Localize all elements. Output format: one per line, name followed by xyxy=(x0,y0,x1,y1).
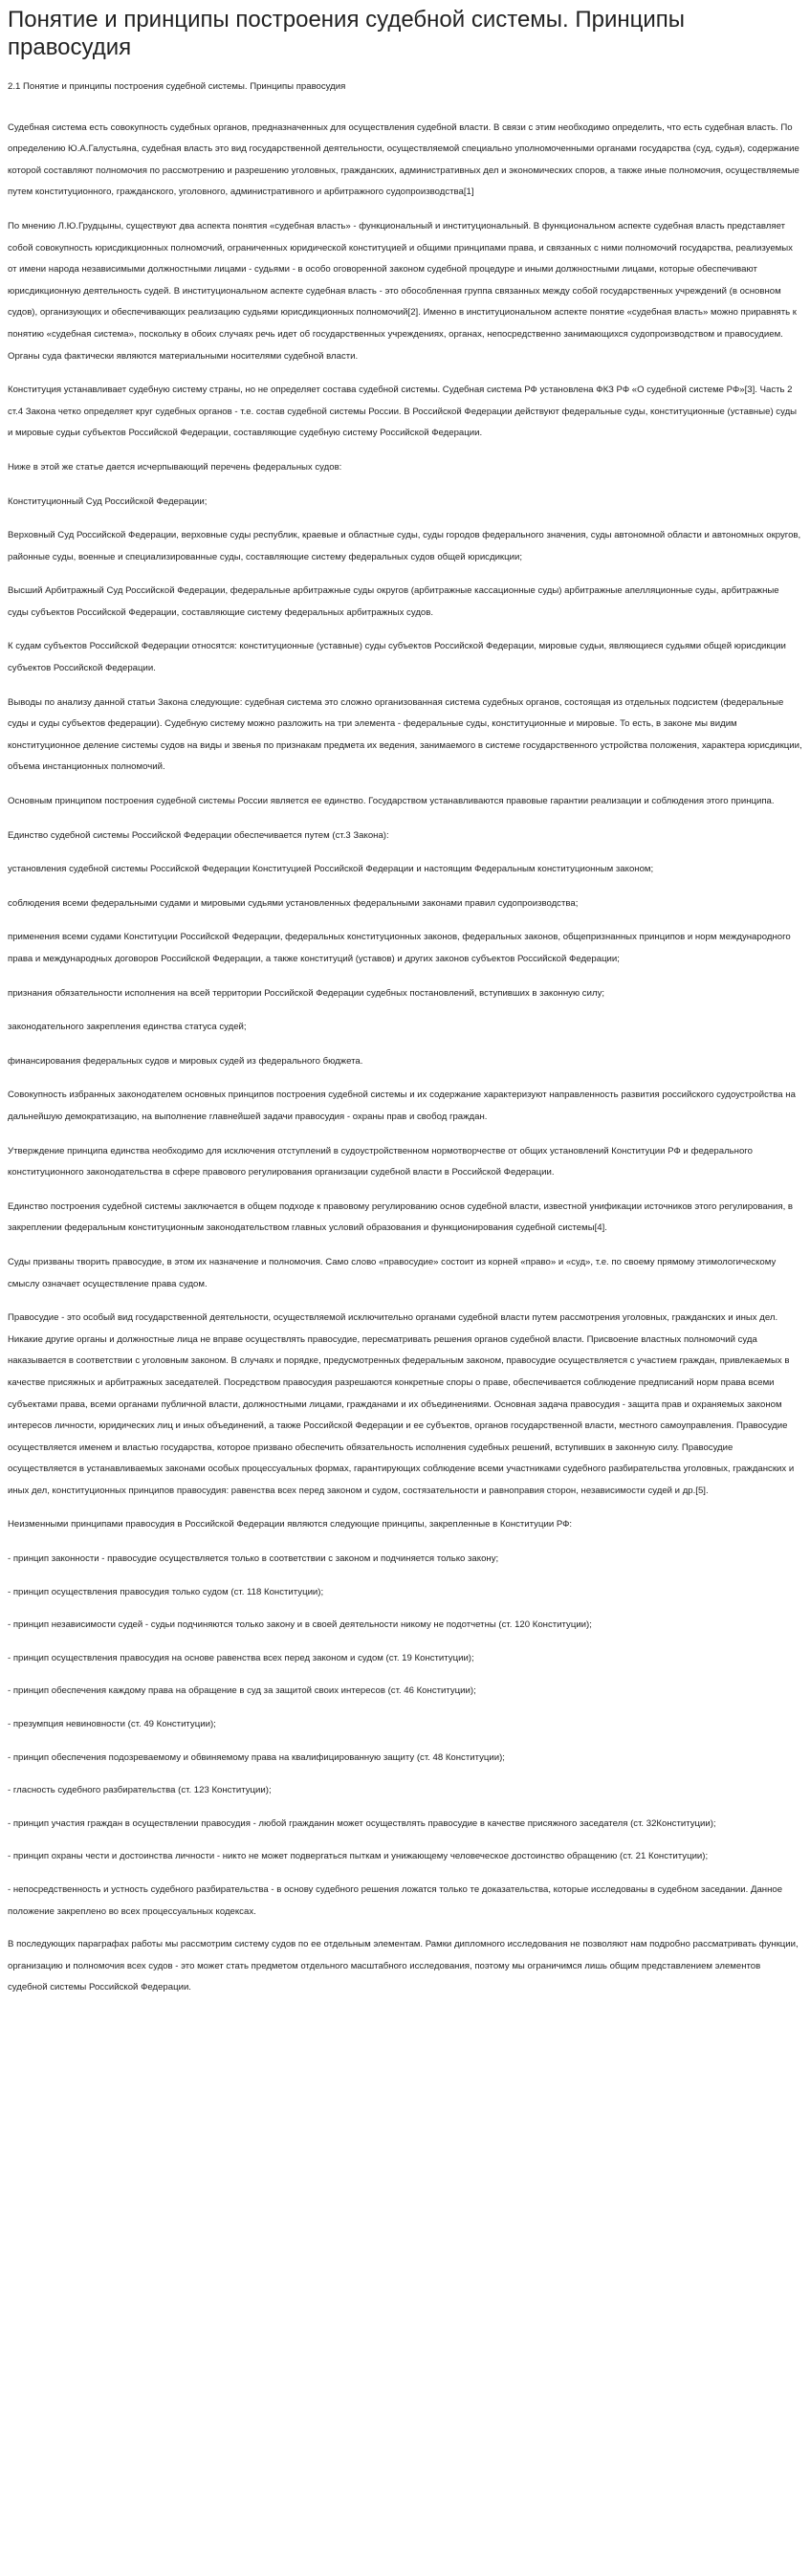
paragraph: По мнению Л.Ю.Грудцыны, существуют два аспекта понятия «судебная власть» - функциональный и институциональный. В функциональном аспекте судебная власть представляет собой совокупность юрисдикционных полномочий, ограниченных юридической конституцией и общими принципами права, и связанных с ними полномочий государства, реализуемых от имени народа независимыми должностными лицами - судьями - в особо оговоренной законом судебной процедуре и иными должностными лицами, которые обеспечивают юрисдикционную деятельность судей. В институциональном аспекте судебная власть - это обособленная группа связанных между собой государственных учреждений (в основном судов), организующих и обеспечивающих реализацию судьями юрисдикционных полномочий[2]. Именно в институциональном аспекте понятие «судебная власть» можно приравнять к понятию «судебная система», поскольку в обоих случаях речь идет об государственных учреждениях, органах, непосредственно занимающихся судопроизводством и правосудием. Органы суда фактически являются материальными носителями судебной власти. xyxy=(8,220,797,362)
paragraph: Ниже в этой же статье дается исчерпывающий перечень федеральных судов: xyxy=(8,461,342,473)
principle-item: - принцип осуществления правосудия только судом (ст. 118 Конституции); xyxy=(8,1586,324,1597)
paragraph: финансирования федеральных судов и мировых судей из федерального бюджета. xyxy=(8,1055,363,1067)
principle-item: - принцип независимости судей - судьи подчиняются только закону и в своей деятельности никому не подотчетны (ст. 120 Конституции); xyxy=(8,1619,592,1631)
paragraph: установления судебной системы Российской Федерации Конституцией Российской Федерации и настоящим Федеральным конституционным законом; xyxy=(8,864,654,875)
principle-item: - презумпция невиновности (ст. 49 Конституции); xyxy=(8,1719,216,1730)
paragraph: законодательного закрепления единства статуса судей; xyxy=(8,1022,247,1033)
paragraph: Высший Арбитражный Суд Российской Федерации, федеральные арбитражные суды округов (арбитражные кассационные суды) арбитражные апелляционные суды, арбитражные суды субъектов Российской Федерации, составляющие систему федеральных арбитражных судов. xyxy=(8,585,779,618)
principle-item: - принцип обеспечения каждому права на обращение в суд за защитой своих интересов (ст. 46 Конституции); xyxy=(8,1685,476,1697)
paragraph: Единство построения судебной системы заключается в общем подходе к правовому регулированию основ судебной власти, известной унификации источников этого регулирования, в закреплении федеральным конституционным законодательством главных условий образования и функционирования судебной системы[4]. xyxy=(8,1200,793,1234)
principle-item: - принцип осуществления правосудия на основе равенства всех перед законом и судом (ст. 19 Конституции); xyxy=(8,1652,474,1663)
paragraph: Основным принципом построения судебной системы России является ее единство. Государством устанавливаются правовые гарантии реализации и соблюдения этого принципа. xyxy=(8,796,775,807)
paragraph: Правосудие - это особый вид государственной деятельности, осуществляемой исключительно органами судебной власти путем рассмотрения уголовных, гражданских и иных дел. Никакие другие органы и должностные лица не вправе осуществлять правосудие, пересматривать решения органов судебной власти. Присвоение властных полномочий суда наказывается в соответствии с уголовным законом. В случаях и порядке, предусмотренных федеральным законом, правосудие осуществляется с участием граждан, привлекаемых в качестве присяжных и арбитражных заседателей. Посредством правосудия разрешаются конкретные споры о праве, обеспечивается соблюдение предписаний норм права всеми субъектами права, всеми органами публичной власти, должностными лицами, гражданами и их объединениями. Основная задача правосудия - защита прав и охраняемых законом интересов личности, юридических лиц и иных объединений, а также Российской Федерации и ее субъектов, органов государственной власти, местного самоуправления. Правосудие осуществляется именем и властью государства, которое призвано обеспечить обязательность исполнения судебных решений, вступивших в законную силу. Правосудие осуществляется в устанавливаемых законами особых процессуальных формах, гарантирующих соблюдение всеми участниками судебного разбирательства уголовных, гражданских и иных дел, конституционных принципов правосудия: равенства всех перед законом и судом, состязательности и равноправия сторон, независимости судей и др.[5]. xyxy=(8,1312,795,1496)
paragraph: Верховный Суд Российской Федерации, верховные суды республик, краевые и областные суды, суды городов федерального значения, суды автономной области и автономных округов, районные суды, военные и специализированные суды, составляющие систему федеральных судов общей юрисдикции; xyxy=(8,530,801,562)
section-subheading: 2.1 Понятие и принципы построения судебной системы. Принципы правосудия xyxy=(8,81,346,92)
paragraph: Совокупность избранных законодателем основных принципов построения судебной системы и их содержание характеризуют направленность развития российского судоустройства на дальнейшую демократизацию, на выполнение главнейшей задачи правосудия - охраны прав и свобод граждан. xyxy=(8,1090,796,1122)
principle-item: - принцип обеспечения подозреваемому и обвиняемому права на квалифицированную защиту (ст. 48 Конституции); xyxy=(8,1751,505,1763)
paragraph: Неизменными принципами правосудия в Российской Федерации являются следующие принципы, закрепленные в Конституции РФ: xyxy=(8,1519,573,1530)
paragraph: признания обязательности исполнения на всей территории Российской Федерации судебных постановлений, вступивших в законную силу; xyxy=(8,987,605,999)
paragraph: Единство судебной системы Российской Федерации обеспечивается путем (ст.3 Закона): xyxy=(8,829,389,841)
paragraph: соблюдения всеми федеральными судами и мировыми судьями установленных федеральными законами правил судопроизводства; xyxy=(8,897,579,909)
principle-item: - непосредственность и устность судебного разбирательства - в основу судебного решения ложатся только те доказательства, которые исследованы в судебном заседании. Данное положение закреплено во всех процессуальных кодексах. xyxy=(8,1884,783,1917)
principle-item: - принцип участия граждан в осуществлении правосудия - любой гражданин может осуществлять правосудие в качестве присяжного заседателя (ст. 32Конституции); xyxy=(8,1817,716,1829)
principle-item: - принцип охраны чести и достоинства личности - никто не может подвергаться пыткам и унижающему человеческое достоинство обращению (ст. 21 Конституции); xyxy=(8,1851,709,1862)
paragraph: Конституция устанавливает судебную систему страны, но не определяет состава судебной системы. Судебная система РФ установлена ФКЗ РФ «О судебной системе РФ»[3]. Часть 2 ст.4 Закона четко определяет круг судебных органов - т.е. состав судебной системы России. В Российской Федерации действуют федеральные суды, конституционные (уставные) суды и мировые судьи субъектов Российской Федерации, составляющие судебную систему Российской Федерации. xyxy=(8,385,798,439)
paragraph: Конституционный Суд Российской Федерации; xyxy=(8,495,208,507)
paragraph: применения всеми судами Конституции Российской Федерации, федеральных конституционных законов, федеральных законов, общепризнанных принципов и норм международного права и международных договоров Российской Федерации, а также конституций (уставов) и других законов субъектов Российской Федерации; xyxy=(8,932,791,964)
principle-item: - принцип законности - правосудие осуществляется только в соответствии с законом и подчиняется только закону; xyxy=(8,1553,499,1565)
paragraph: Судебная система есть совокупность судебных органов, предназначенных для осуществления судебной власти. В связи с этим необходимо определить, что есть судебная власть. По определению Ю.А.Галустьяна, судебная власть это вид государственной деятельности, осуществляемой специально уполномоченными органами государства (суд, судья), содержание которой составляют полномочия по рассмотрению и разрешению уголовных, гражданских, административных дел и экономических споров, а также иные полномочия, осуществляемые путем конституционного, гражданского, уголовного, административного и арбитражного судопроизводства[1] xyxy=(8,121,799,198)
principle-item: - гласность судебного разбирательства (ст. 123 Конституции); xyxy=(8,1785,272,1796)
paragraph: Выводы по анализу данной статьи Закона следующие: судебная система это сложно организованная система судебных органов, состоящая из отдельных подсистем (федеральные суды и суды субъектов федерации). Судебную систему можно разложить на три элемента - федеральные суды, конституционные и мировые. То есть, в законе мы видим конституционное деление системы судов на виды и звенья по признакам предмета их ведения, занимаемого в системе государственного устройства положения, характера юрисдикции, объема инстанционных полномочий. xyxy=(8,696,802,773)
paragraph: В последующих параграфах работы мы рассмотрим систему судов по ее отдельным элементам. Рамки дипломного исследования не позволяют нам подробно рассматривать функции, организацию и полномочия всех судов - это может стать предметом отдельного масштабного исследования, поэтому мы ограничимся лишь общим представлением элементов судебной системы Российской Федерации. xyxy=(8,1939,799,1993)
paragraph: Суды призваны творить правосудие, в этом их назначение и полномочия. Само слово «правосудие» состоит из корней «право» и «суд», т.е. по своему прямому этимологическому смыслу означает осуществление права судом. xyxy=(8,1256,777,1289)
page-title: Понятие и принципы построения судебной системы. Принципы правосудия xyxy=(8,7,686,60)
paragraph: К судам субъектов Российской Федерации относятся: конституционные (уставные) суды субъектов Российской Федерации, мировые судьи, являющиеся судьями общей юрисдикции субъектов Российской Федерации. xyxy=(8,641,786,674)
paragraph: Утверждение принципа единства необходимо для исключения отступлений в судоустройственном нормотворчестве от общих установлений Конституции РФ и федерального конституционного законодательства в сфере правового регулирования организации судебной власти в Российской Федерации. xyxy=(8,1145,753,1178)
